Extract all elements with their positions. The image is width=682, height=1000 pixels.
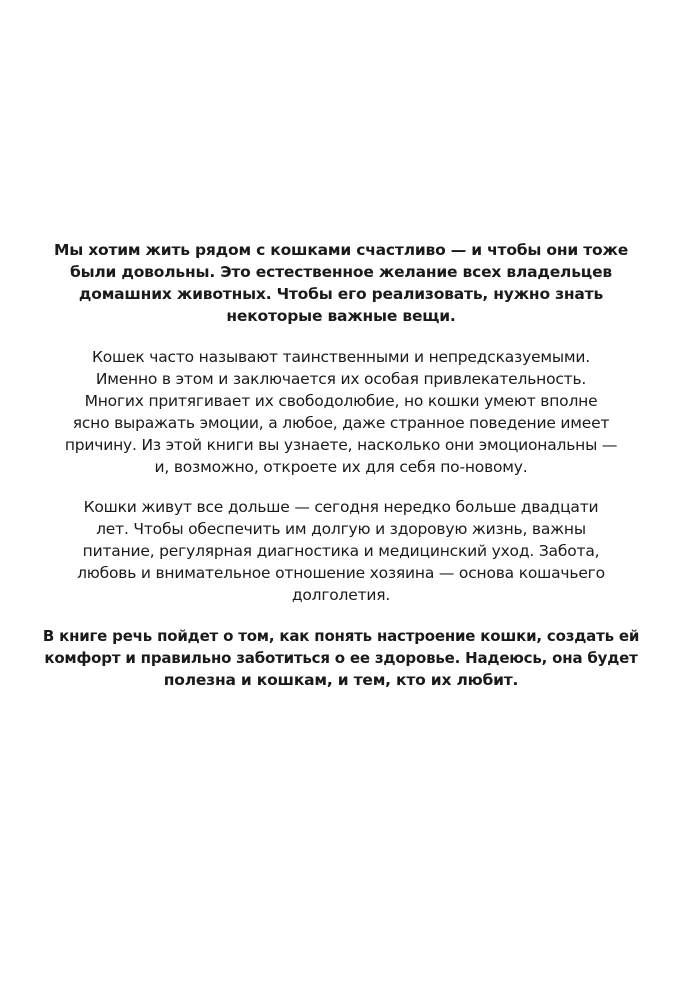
paragraph-line: любовь и внимательное отношение хозяина — основа кошачьего <box>77 564 605 582</box>
mystery-paragraph <box>40 346 642 478</box>
paragraph-line: лет. Чтобы обеспечить им долгую и здоровую жизнь, важны <box>96 520 586 538</box>
paragraph-line: комфорт и правильно заботиться о ее здоровье. Надеюсь, она будет <box>44 649 638 667</box>
paragraph-line: Кошек часто называют таинственными и непредсказуемыми. <box>91 348 591 366</box>
paragraph-line: некоторые важные вещи. <box>226 307 456 325</box>
longevity-paragraph <box>40 496 642 606</box>
paragraph-line: домашних животных. Чтобы его реализовать, нужно знать <box>78 285 604 303</box>
paragraph-line: долголетия. <box>291 586 391 604</box>
paragraph-line: ясно выражать эмоции, а любое, даже странное поведение имеет <box>72 414 610 432</box>
paragraph-line: полезна и кошкам, и тем, кто их любит. <box>163 671 519 689</box>
paragraph-line: и, возможно, откроете их для себя по-новому. <box>154 458 528 476</box>
paragraph-line: были довольны. Это естественное желание всех владельцев <box>69 263 613 281</box>
paragraph-line: Многих притягивает их свободолюбие, но кошки умеют вполне <box>84 392 598 410</box>
paragraph-line: Мы хотим жить рядом с кошками счастливо — и чтобы они тоже <box>53 241 629 259</box>
intro-paragraph <box>40 239 642 327</box>
paragraph-line: В книге речь пойдет о том, как понять настроение кошки, создать ей <box>42 627 640 645</box>
paragraph-line: причину. Из этой книги вы узнаете, насколько они эмоциональны — <box>64 436 618 454</box>
paragraph-line: Кошки живут все дольше — сегодня нередко больше двадцати <box>83 498 599 516</box>
paragraph-line: Именно в этом и заключается их особая привлекательность. <box>95 370 587 388</box>
paragraph-line: питание, регулярная диагностика и медицинский уход. Забота, <box>82 542 600 560</box>
summary-paragraph <box>40 625 642 691</box>
